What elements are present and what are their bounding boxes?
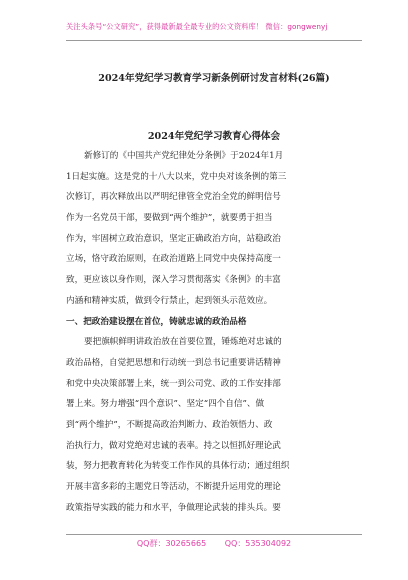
body-line: 作为，牢固树立政治意识，坚定正确政治方向，站稳政治 bbox=[66, 233, 281, 244]
body-line: 要把旗帜鲜明讲政治放在首要位置，锤炼绝对忠诚的 bbox=[84, 337, 282, 348]
body-line: 内涵和精神实质，做到令行禁止，起到领头示范效应。 bbox=[66, 295, 273, 306]
document-title: 2024年党纪学习教育学习新条例研讨发言材料(26篇) bbox=[98, 73, 330, 84]
body-line: 政治品格，自觉把思想和行动统一到总书记重要讲话精神 bbox=[66, 357, 281, 368]
footer-qq: QQ：535304092 bbox=[224, 539, 292, 548]
body-line: 1日起实施。这是党的十八大以来，党中央对该条例的第三 bbox=[66, 171, 287, 182]
body-line: 次修订，再次释放出以严明纪律管全党治全党的鲜明信号 bbox=[66, 192, 281, 203]
body-line: 立场，恪守政治原则，在政治道路上同党中央保持高度一 bbox=[66, 254, 281, 265]
body-line: 致，更应该以身作则，深入学习贯彻落实《条例》的丰富 bbox=[66, 275, 281, 286]
body-line: 到“两个维护”，不断提高政治判断力、政治领悟力、政 bbox=[66, 419, 273, 430]
body-line: 装，努力把教育转化为转变工作作风的具体行动；通过组织 bbox=[66, 461, 290, 472]
document-body bbox=[66, 146, 362, 518]
body-line: 政策指导实践的能力和水平，争做理论武装的排头兵。要 bbox=[66, 502, 281, 513]
body-line: 署上来。努力增强“四个意识”、坚定“四个自信”、做 bbox=[66, 399, 265, 410]
body-line: 治执行力，做对党绝对忠诚的表率。持之以恒抓好理论武 bbox=[66, 440, 281, 451]
body-line: 新修订的《中国共产党纪律处分条例》于2024年1月 bbox=[84, 151, 284, 161]
section-heading: 一、把政治建设摆在首位，铸就忠诚的政治品格 bbox=[66, 316, 247, 327]
header-divider bbox=[66, 40, 362, 41]
section-title: 2024年党纪学习教育心得体会 bbox=[147, 131, 281, 142]
body-line: 作为一名党员干部，要做到“两个维护”，就要勇于担当 bbox=[66, 213, 273, 224]
body-line: 和党中央决策部署上来，统一到公司党、政的工作安排部 bbox=[66, 378, 281, 389]
footer-qq-group: QQ群：30265665 bbox=[136, 539, 207, 548]
footer bbox=[66, 538, 362, 549]
header-banner: 关注头条号“公文研究”，获得最新最全最专业的公文资料库！ 微信：gongwenyj bbox=[66, 22, 328, 31]
body-line: 开展丰富多彩的主题党日等活动，不断提升运用党的理论 bbox=[66, 482, 281, 492]
footer-divider bbox=[66, 534, 362, 535]
